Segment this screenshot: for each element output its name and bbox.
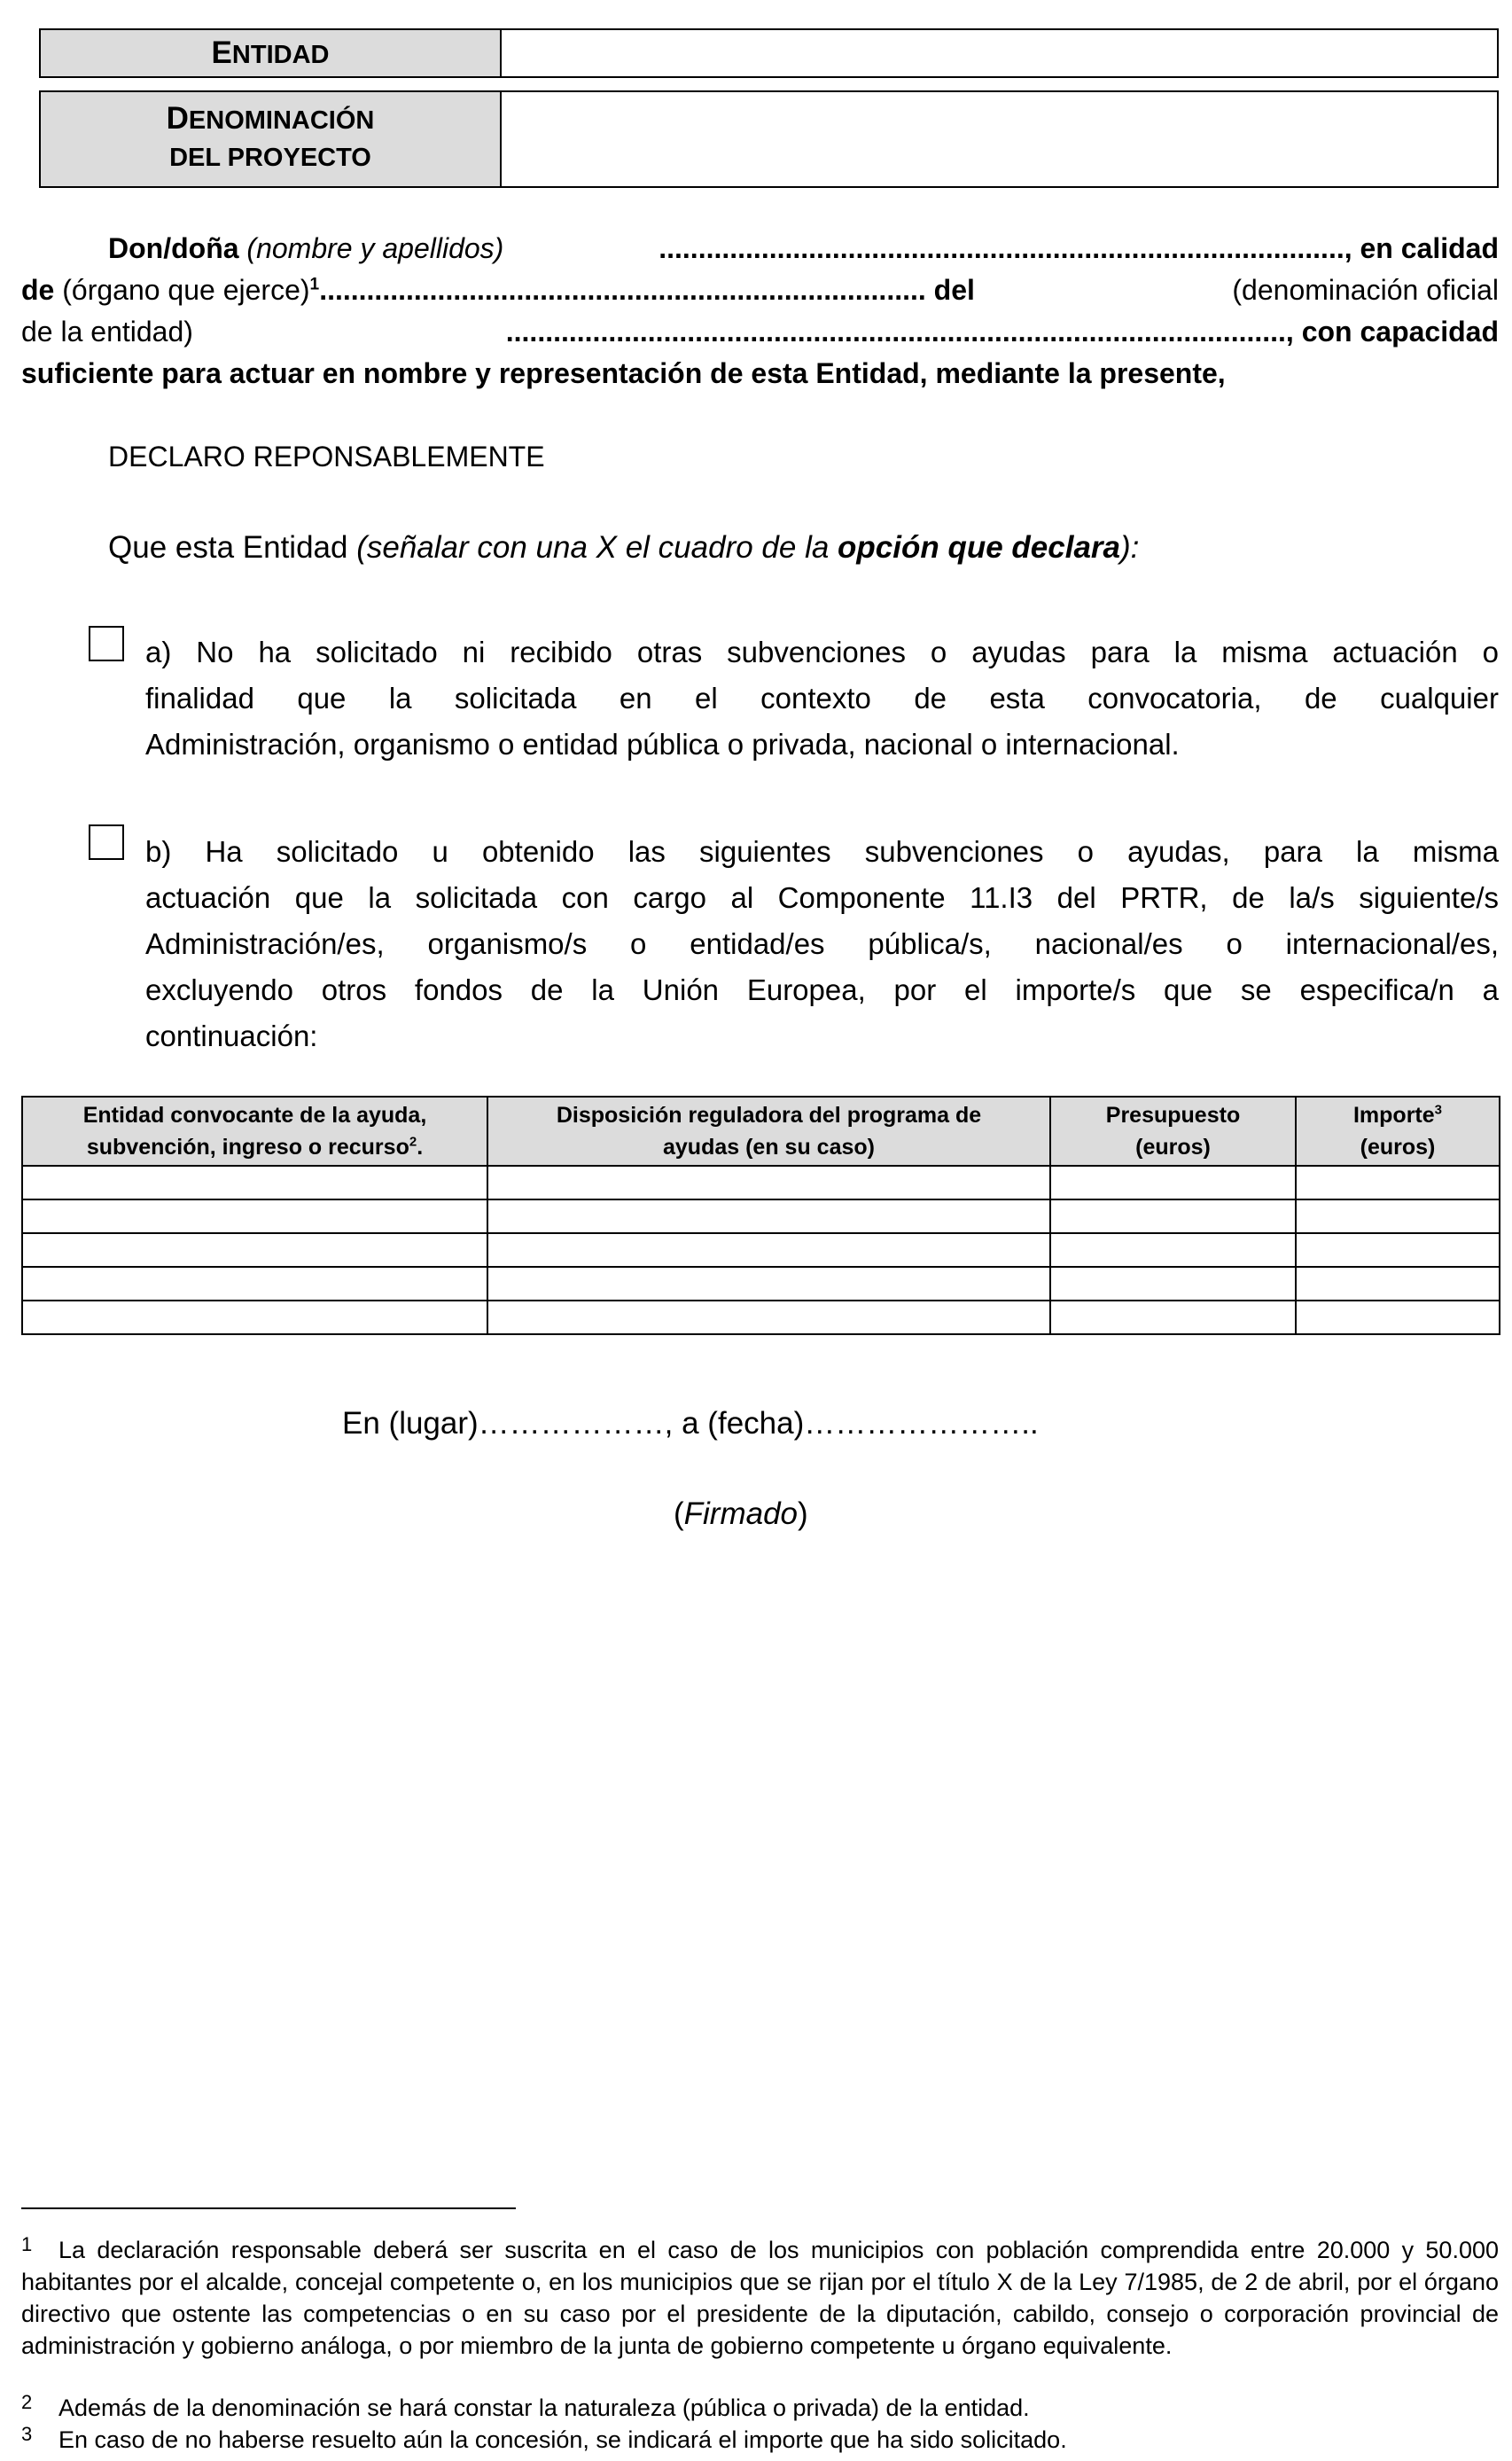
table-row (22, 1199, 1500, 1233)
table-cell[interactable] (1296, 1166, 1500, 1199)
col-disposicion-reguladora: Disposición reguladora del programa de ayudas (en su caso) (487, 1097, 1050, 1166)
table-cell[interactable] (487, 1166, 1050, 1199)
place-date-line: En (lugar)………………, a (fecha)………………….. (342, 1406, 1039, 1441)
table-cell[interactable] (22, 1166, 487, 1199)
table-row (22, 1267, 1500, 1301)
denominacion-label: DENOMINACIÓN (166, 101, 375, 136)
entidad-value-field[interactable] (500, 28, 1499, 78)
table-cell[interactable] (22, 1233, 487, 1267)
footnote-1 (21, 2234, 1499, 2362)
option-a-line-3: Administración, organismo o entidad pública o privada, nacional o internacional. (145, 728, 1180, 761)
option-b-checkbox[interactable] (89, 824, 124, 860)
option-a-checkbox[interactable] (89, 626, 124, 661)
que-line: Que esta Entidad (señalar con una X el cuadro de la opción que declara): (108, 530, 1140, 565)
footnote-rule (21, 2207, 516, 2209)
table-cell[interactable] (22, 1301, 487, 1334)
option-a-line-1: a) No ha solicitado ni recibido otras subvenciones o ayudas para la misma actuación o (145, 636, 1499, 668)
footnote-1-text: La declaración responsable deberá ser suscrita en el caso de los municipios con población comprendida entre 20.000 y 50.000 habitantes por el alcalde, concejal competente o, en los municipios que se rijan por el título X de la Ley 7/1985, de 2 de abril, por el órgano directivo que ostente las competencias o en su caso por el presidente de la diputación, cabildo, consejo o corporación provincial de administración y gobierno análoga, o por miembro de la junta de gobierno competente u órgano equivalente. (21, 2237, 1499, 2359)
table-cell[interactable] (487, 1267, 1050, 1301)
table-row (22, 1233, 1500, 1267)
option-a-line-2: finalidad que la solicitada en el contexto de esta convocatoria, de cualquier (145, 682, 1499, 715)
intro-line-3: de la entidad) ..................................................................................................., con capacidad (21, 316, 1499, 348)
table-cell[interactable] (1296, 1199, 1500, 1233)
intro-line-2: de (órgano que ejerce)$^1$............................................................................. del (denominación oficial (21, 274, 1499, 306)
entidad-label: ENTIDAD (211, 35, 330, 70)
aids-table (21, 1096, 1500, 1335)
col-presupuesto: Presupuesto (euros) (1050, 1097, 1296, 1166)
footnote-3-number: 3 (21, 2423, 33, 2445)
aids-table-header (22, 1097, 1500, 1166)
intro-line-4: suficiente para actuar en nombre y representación de esta Entidad, mediante la presente, (21, 357, 1226, 389)
table-cell[interactable] (1050, 1267, 1296, 1301)
col-importe: Importe$^3$ (euros) (1296, 1097, 1500, 1166)
footnote-3 (21, 2424, 1499, 2456)
table-cell[interactable] (487, 1301, 1050, 1334)
table-cell[interactable] (1050, 1233, 1296, 1267)
table-cell[interactable] (487, 1199, 1050, 1233)
option-b-line-3: Administración/es, organismo/s o entidad/es pública/s, nacional/es o internacional/es, (145, 927, 1499, 960)
option-b-line-5: continuación: (145, 1020, 318, 1052)
declaro-heading: DECLARO REPONSABLEMENTE (108, 441, 545, 473)
intro-line-1: Don/doña (nombre y apellidos) ......................................................................................., en calidad (108, 232, 1499, 264)
denominacion-label-line2: DEL PROYECTO (169, 144, 371, 172)
footnote-3-text: En caso de no haberse resuelto aún la concesión, se indicará el importe que ha sido solicitado. (58, 2426, 1067, 2453)
option-b-line-2: actuación que la solicitada con cargo al Componente 11.I3 del PRTR, de la/s siguiente/s (145, 881, 1499, 914)
table-cell[interactable] (22, 1199, 487, 1233)
table-row (22, 1301, 1500, 1334)
footnote-1-number: 1 (21, 2233, 33, 2255)
header-table (39, 28, 1499, 188)
table-cell[interactable] (1050, 1166, 1296, 1199)
option-b-line-4: excluyendo otros fondos de la Unión Europea, por el importe/s que se especifica/n a (145, 973, 1499, 1006)
option-b-line-1: b) Ha solicitado u obtenido las siguientes subvenciones o ayudas, para la misma (145, 835, 1499, 868)
denominacion-value-field[interactable] (500, 90, 1499, 188)
signed-label: (Firmado) (674, 1496, 808, 1531)
table-row (22, 1166, 1500, 1199)
table-cell[interactable] (487, 1233, 1050, 1267)
table-cell[interactable] (1296, 1233, 1500, 1267)
footnote-2 (21, 2392, 1499, 2424)
table-cell[interactable] (1296, 1267, 1500, 1301)
denominacion-label-cell (39, 90, 502, 188)
footnote-2-number: 2 (21, 2391, 33, 2413)
table-cell[interactable] (1050, 1199, 1296, 1233)
footnote-2-text: Además de la denominación se hará constar la naturaleza (pública o privada) de la entidad. (58, 2395, 1030, 2421)
entidad-label-cell (39, 28, 502, 78)
table-cell[interactable] (22, 1267, 487, 1301)
table-cell[interactable] (1050, 1301, 1296, 1334)
col-entidad-convocante: Entidad convocante de la ayuda, subvención, ingreso o recurso$^2$. (22, 1097, 487, 1166)
table-cell[interactable] (1296, 1301, 1500, 1334)
